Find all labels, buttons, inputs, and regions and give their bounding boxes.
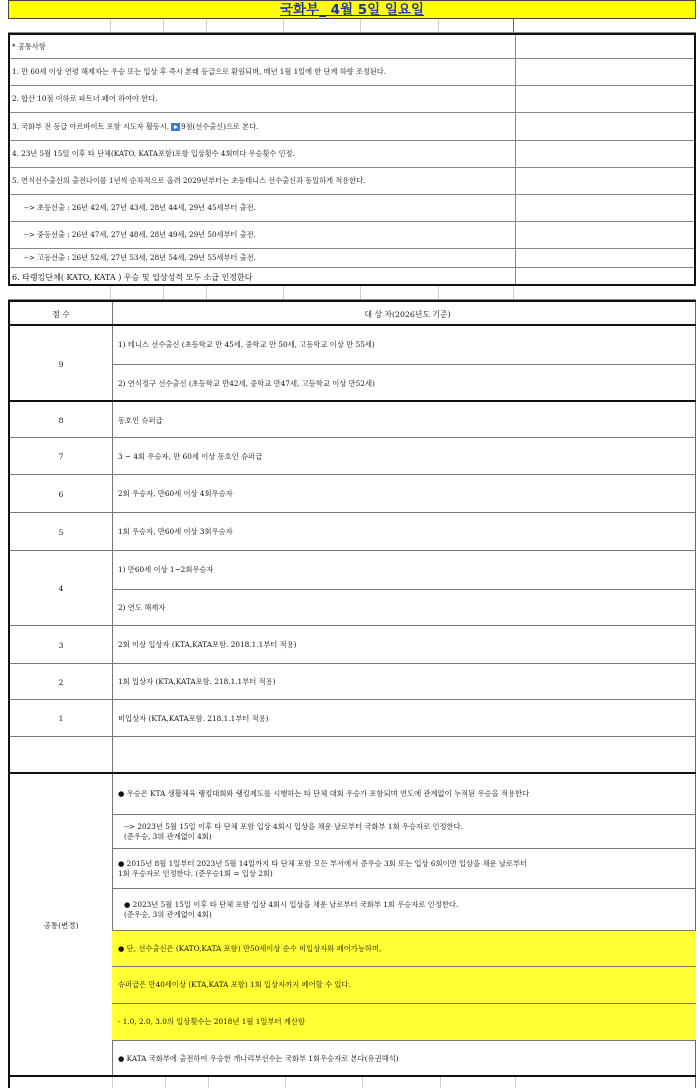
common-rule-text: - 1.0, 2.0, 3.0의 입상횟수는 2018년 1월 1일부터 계산함 [118,1017,306,1026]
table-tail [10,1075,696,1088]
target-text: 1) 만60세 이상 1~2회우승자 [118,565,214,574]
table-row [10,400,696,437]
target-text: 2) 연도 해제자 [112,589,696,626]
header-score: 점 수 [52,309,70,319]
grid-line [362,1077,363,1088]
target-text: 1) 테니스 선수출신 (초등학교 만 45세, 중학교 만 50세, 고등학교 이상 만 55세) [118,340,375,349]
common-rule-text: ● 2023년 5월 15일 이후 타 단체 포함 입상 4회시 입상을 채운 날로부터 국화부 1회 우승자로 인정한다. (준우승, 3위 관계없이 4회) [124,899,459,919]
score-table [8,300,696,1088]
target-text: 3 ~ 4회 우승자, 만 60세 이상 동호인 슈퍼급 [118,451,263,461]
common-rule [112,1040,696,1077]
common-rule [112,1003,696,1040]
note-line [10,59,694,86]
score-value: 7 [58,452,64,461]
table-row [10,474,696,512]
score-value [10,737,112,773]
score-value: 4 [58,584,64,593]
table-header-row [10,300,696,324]
score-value: 6 [58,489,64,499]
score-value: 8 [58,416,64,425]
common-rule-text: ● 2015년 8월 1일부터 2023년 5월 14일까지 타 단체 포함 모든 부서에서 준우승 3회 또는 입상 6회이면 입상을 채운 날로부터 1회 우승자로 인정한다. (준우승1회 = 입상 2회) [118,858,528,878]
score-value: 1 [58,714,64,723]
note-line [10,249,694,268]
note-text: --> 초등선출 : 26년 42세, 27년 43세, 28년 44세, 29년 45세부터 출전. [24,203,256,212]
note-line [10,222,694,249]
note-line [10,268,694,286]
sheet-grid-strip [8,19,696,33]
score-value: 3 [58,640,64,650]
common-rule-text: ● 우승은 KTA 생활체육 랭킹대회와 랭킹제도를 시행하는 타 단체 대회 우승가 포함되며 연도에 관계없이 누적된 우승을 적용한다 [118,789,530,798]
note-line [10,113,694,141]
table-row [10,663,696,699]
note-text: --> 중등선출 : 26년 47세, 27년 48세, 28년 49세, 29년 50세부터 출전. [24,230,256,239]
target-text: 2) 연식정구 선수출신 (초등학교 만42세, 중학교 만47세, 고등학교 이상 만52세) [112,364,696,402]
common-rules-row [10,772,696,1075]
page-title: 국화부_ 4월 5일 일요일 [8,0,696,19]
common-rule-text: --> 2023년 5월 15일 이후 타 단체 포함 입상 4회시 입상을 채운 날로부터 국화부 1회 우승자로 인정한다. (준우승, 3위 관계없이 4회) [124,821,463,841]
grid-line [208,1077,209,1088]
common-rule [112,774,696,814]
note-line [10,168,694,195]
target-text: 2회 이상 입상자 (KTA,KATA포함. 2018.1.1부터 적용) [118,640,297,649]
note-text: 3. 국화부 전 등급 아르바이트 포함 지도자 활동시. [12,121,170,131]
target-text: 동호인 슈퍼급 [118,415,163,425]
table-row [10,736,696,772]
table-row [10,437,696,474]
common-label: 공통(변경) [43,921,79,930]
note-text: --> 고등선출 : 26년 52세, 27년 53세, 28년 54세, 29년 55세부터 출전. [24,253,256,262]
grid-line [112,1077,113,1088]
table-row [10,512,696,550]
grid-line [515,1077,516,1088]
common-rule-text: ● KATA 국화부에 출전하여 우승한 개나리부선수는 국화부 1회우승자로 본다(유권해석) [118,1054,399,1063]
sheet-grid-strip-2 [8,286,696,300]
common-rule [112,930,696,966]
common-notes-box [8,33,696,286]
note-text: 1. 만 60세 이상 연령 해제자는 우승 또는 입상 후 즉시 본래 등급으로 환원되며, 매년 1월 1일에 한 단계 하향 조정된다. [12,67,386,76]
play-icon [171,123,180,131]
common-rule-text: ● 단, 선수출신은 (KATO,KATA 포함) 만50세이상 순수 비입상자와 페어가능하며, [118,943,382,953]
note-text: * 공통사항 [12,41,46,51]
note-text: 4. 23년 5월 15일 이후 타 단체(KATO, KATA포함)포함 입상횟수 4회미다 우승횟수 인정. [12,149,295,158]
grid-line [440,1077,441,1088]
common-rule [112,966,696,1003]
note-line [10,195,694,222]
header-target: 대 상 자(2026년도 기준) [112,302,696,326]
score-value: 5 [58,527,64,537]
table-row [10,699,696,736]
target-text: 비입상자 (KTA,KATA포함. 218.1.1부터 적용) [118,713,269,723]
note-text: 9점(선수출신)으로 본다. [181,121,259,131]
note-text: 5. 연식선수출신의 출전나이를 1년씩 순차적으로 올려 2029년부터는 초등테니스 선수출신과 동일하게 적용한다. [12,176,366,185]
common-rule [112,848,696,888]
grid-line [285,1077,286,1088]
note-line [10,141,694,168]
common-rule-text: 슈퍼급은 만40세이상 (KTA,KATA 포함) 1회 입상자까지 페어할 수 있다. [118,980,351,989]
note-line [10,86,694,113]
common-rule [112,814,696,848]
target-text [112,737,696,773]
target-text: 1회 입상자 (KTA,KATA포함. 218.1.1부터 적용) [118,677,276,686]
common-rule [112,888,696,930]
note-text: 2. 합산 10점 이하로 파트너 페어 하여야 한다. [12,94,158,103]
note-text: 6. 타랭킹단체( KATO, KATA ) 우승 및 입상성적 모두 소급 인정한다 [12,272,253,282]
target-text: 2회 우승자, 만60세 이상 4회우승자 [118,489,233,498]
grid-line [165,1077,166,1088]
score-value: 2 [58,677,64,687]
score-value: 9 [58,359,64,369]
table-row [10,324,696,400]
table-row [10,550,696,625]
target-text: 1회 우승자, 만60세 이상 3회우승자 [118,527,233,536]
table-row [10,625,696,663]
note-line [10,35,694,59]
